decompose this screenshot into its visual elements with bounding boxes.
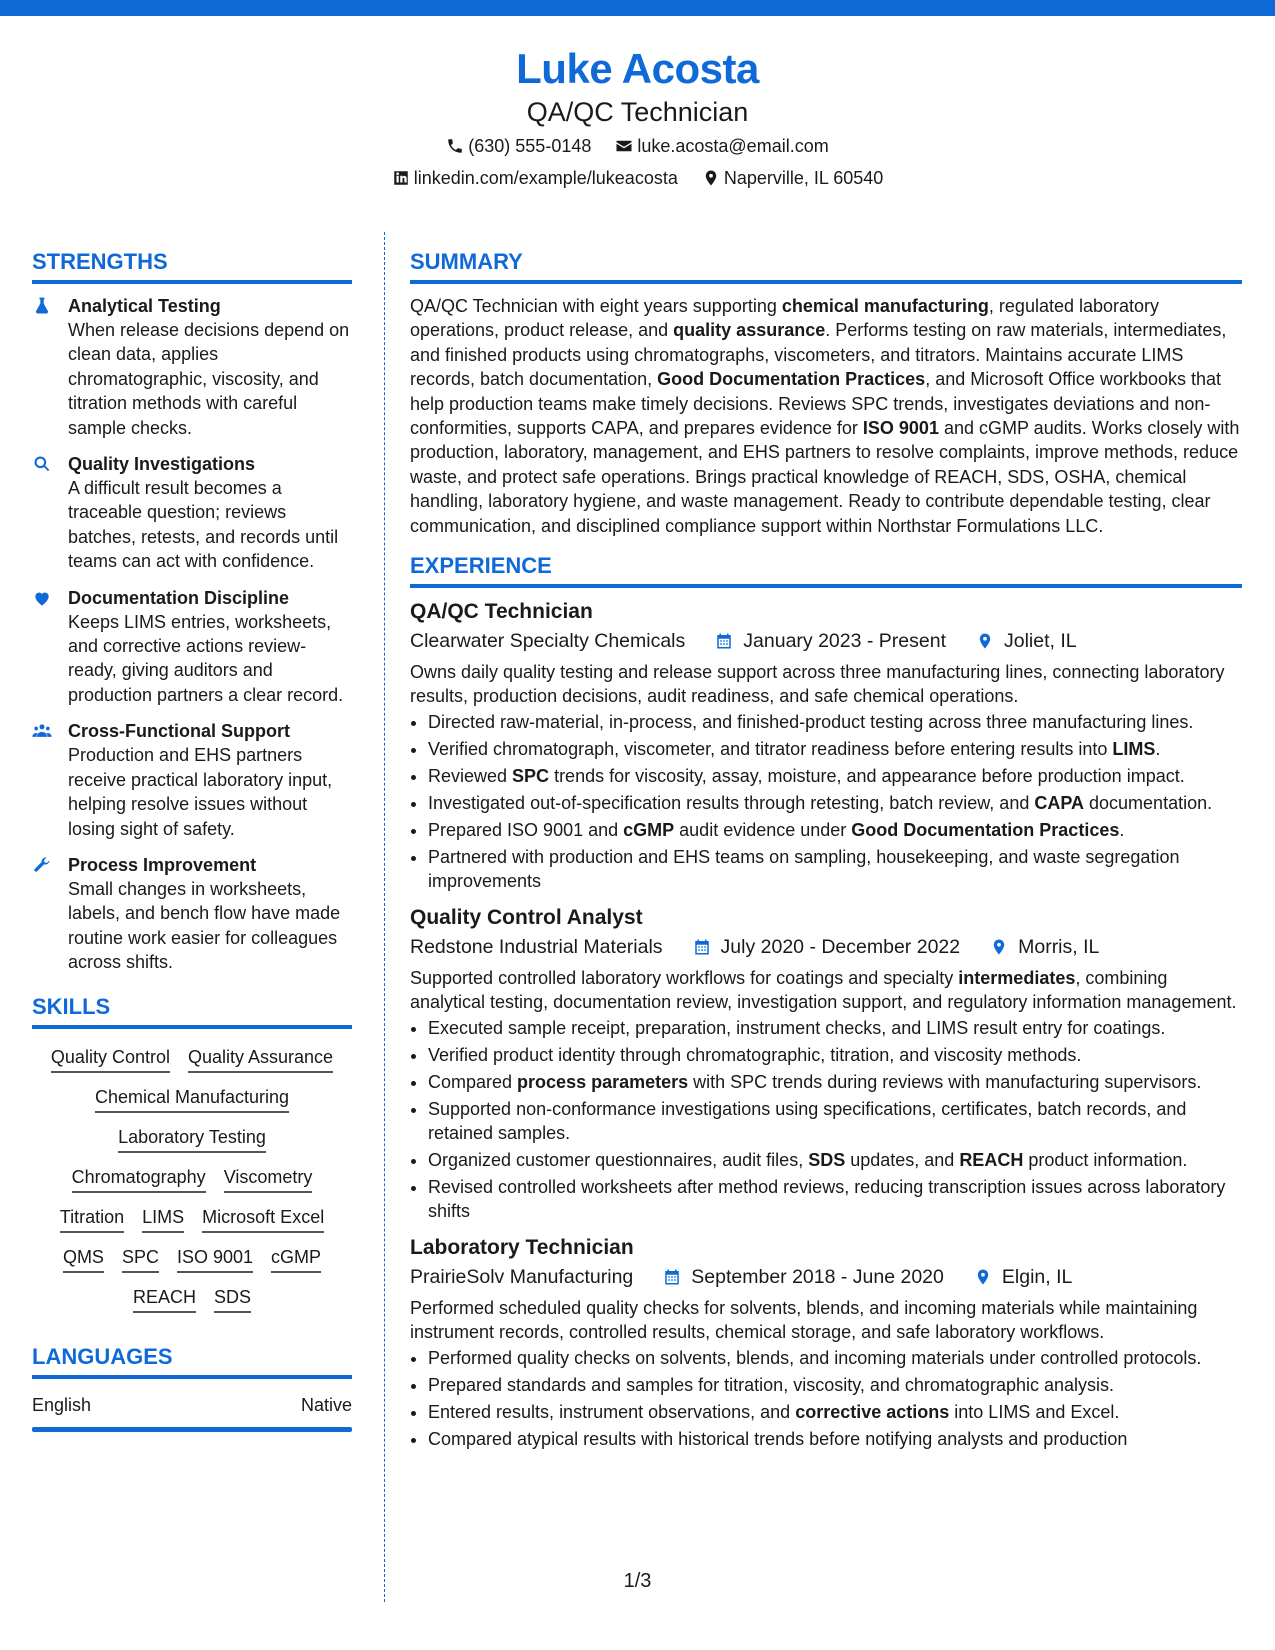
job-bullet: • Verified chromatograph, viscometer, and titrator readiness before entering results into LIMS.: [428, 737, 1242, 761]
job-company: Clearwater Specialty Chemicals: [410, 630, 686, 653]
strength-item: [32, 853, 352, 975]
location-text: Naperville, IL 60540: [723, 168, 884, 188]
strength-description: When release decisions depend on clean data, applies chromatographic, viscosity, and titration methods with careful sample checks.: [68, 320, 350, 438]
job-bullet: • Prepared standards and samples for titration, viscosity, and chromatographic analysis.: [428, 1373, 1242, 1397]
linkedin-text: linkedin.com/example/lukeacosta: [413, 168, 678, 188]
map-pin-icon: [702, 169, 720, 187]
summary-text: QA/QC Technician with eight years supporting chemical manufacturing, regulated laboratory operations, product release, and quality assurance. Performs testing on raw materials, intermediates, and finished products using chromatographs, viscometers, and titrators. Maintains accurate LIMS records, batch documentation, Good Documentation Practices, and Microsoft Office workbooks that help production teams make timely decisions. Reviews SPC trends, investigates deviations and non-conformities, supports CAPA, and prepares evidence for ISO 9001 and cGMP audits. Works closely with production, laboratory, management, and EHS partners to resolve complaints, improve methods, reduce waste, and protect safe operations. Brings practical knowledge of REACH, SDS, OSHA, chemical handling, laboratory hygiene, and waste management. Ready to contribute dependable testing, clear communication, and disciplined compliance support within Northstar Formulations LLC.: [410, 296, 1240, 536]
strength-description: Small changes in worksheets, labels, and bench flow have made routine work easier for colleagues across shifts.: [68, 878, 341, 973]
skills-heading: SKILLS: [32, 993, 352, 1029]
job-dates: January 2023 - Present: [743, 630, 946, 653]
job-title: Laboratory Technician: [410, 1235, 634, 1259]
skills-row: [36, 1283, 348, 1313]
summary-heading: SUMMARY: [410, 248, 1242, 284]
right-column: [410, 248, 1242, 1461]
location-contact: [702, 164, 883, 192]
job-location: Joliet, IL: [1003, 630, 1077, 653]
job-bullet: • Verified product identity through chromatographic, titration, and viscosity methods.: [428, 1043, 1242, 1067]
job-company: PrairieSolv Manufacturing: [410, 1265, 634, 1288]
skill-tag: LIMS: [142, 1203, 184, 1233]
job-bullet: • Organized customer questionnaires, audit files, SDS updates, and REACH product information.: [428, 1148, 1242, 1172]
job-description: Owns daily quality testing and release support across three manufacturing lines, connecting laboratory results, production decisions, audit readiness, and safe chemical operations.: [410, 662, 1225, 707]
skill-tag: Laboratory Testing: [118, 1123, 266, 1153]
skills-row: [36, 1163, 348, 1193]
envelope-icon: [615, 137, 633, 155]
job-bullet: • Directed raw-material, in-process, and finished-product testing across three manufacturing lines.: [428, 710, 1242, 734]
skill-tag: Chemical Manufacturing: [95, 1083, 289, 1113]
calendar-icon: [663, 1267, 681, 1287]
skill-tag: ISO 9001: [177, 1243, 253, 1273]
job-bullet: • Revised controlled worksheets after method reviews, reducing transcription issues across laboratory shifts: [428, 1175, 1242, 1224]
strength-item: [32, 294, 352, 440]
job-location: Elgin, IL: [1001, 1265, 1073, 1288]
job-bullet: • Reviewed SPC trends for viscosity, assay, moisture, and appearance before production impact.: [428, 764, 1242, 788]
skills-row: [36, 1243, 348, 1273]
experience-list: [410, 598, 1242, 1451]
left-column: [32, 248, 352, 1432]
skill-tag: Chromatography: [72, 1163, 206, 1193]
job-bullets: [410, 1016, 1242, 1224]
email-text: luke.acosta@email.com: [637, 136, 829, 156]
strength-title: Process Improvement: [68, 854, 257, 875]
wrench-icon: [32, 855, 52, 875]
skills-row: [36, 1083, 348, 1113]
page-number: 1/3: [623, 1570, 652, 1592]
contact-row-1: [0, 132, 1275, 160]
job-bullets: [410, 710, 1242, 894]
job-bullet: • Supported non-conformance investigations using specifications, certificates, batch records, and retained samples.: [428, 1097, 1242, 1146]
strengths-list: [32, 294, 352, 975]
phone-contact: [446, 132, 591, 160]
strength-description: Production and EHS partners receive practical laboratory input, helping resolve issues without losing sight of safety.: [68, 745, 333, 839]
skill-tag: Quality Assurance: [188, 1043, 333, 1073]
job-bullet: • Partnered with production and EHS teams on sampling, housekeeping, and waste segregation improvements: [428, 845, 1242, 894]
job-meta: [410, 1262, 1242, 1292]
strength-item: [32, 719, 352, 841]
job-meta: [410, 932, 1242, 962]
map-pin-icon: [974, 1267, 992, 1287]
resume-header: [0, 42, 1275, 192]
job-bullet: • Entered results, instrument observations, and corrective actions into LIMS and Excel.: [428, 1400, 1242, 1424]
strength-title: Cross-Functional Support: [68, 721, 290, 742]
candidate-title: QA/QC Technician: [526, 97, 749, 127]
job-bullet: • Executed sample receipt, preparation, instrument checks, and LIMS result entry for coatings.: [428, 1016, 1242, 1040]
language-proficiency-bar: [32, 1427, 352, 1432]
skill-tag: Viscometry: [224, 1163, 313, 1193]
skill-tag: Titration: [60, 1203, 124, 1233]
strength-title: Documentation Discipline: [68, 587, 290, 608]
top-accent-bar: [0, 0, 1275, 16]
language-row: [32, 1393, 352, 1417]
strengths-heading: STRENGTHS: [32, 248, 352, 284]
skill-tag: SPC: [122, 1243, 159, 1273]
job-bullet: • Compared process parameters with SPC trends during reviews with manufacturing supervisors.: [428, 1070, 1242, 1094]
strength-item: [32, 586, 352, 708]
column-divider: [384, 232, 385, 1602]
job-entry: [410, 598, 1242, 894]
job-title: QA/QC Technician: [410, 600, 593, 624]
language-level: Native: [300, 1394, 352, 1415]
strength-description: A difficult result becomes a traceable question; reviews batches, retests, and records until teams can act with confidence.: [68, 478, 339, 572]
job-dates: September 2018 - June 2020: [691, 1265, 944, 1288]
job-bullet: • Prepared ISO 9001 and cGMP audit evidence under Good Documentation Practices.: [428, 818, 1242, 842]
skill-tag: cGMP: [271, 1243, 321, 1273]
strength-title: Analytical Testing: [68, 296, 221, 316]
skill-tag: Quality Control: [51, 1043, 170, 1073]
languages-heading: LANGUAGES: [32, 1343, 352, 1379]
job-dates: July 2020 - December 2022: [720, 935, 961, 958]
job-bullets: [410, 1346, 1242, 1451]
skills-row: [36, 1043, 348, 1073]
email-contact[interactable]: [615, 132, 828, 160]
skills-row: [36, 1203, 348, 1233]
job-description: Supported controlled laboratory workflows for coatings and specialty intermediates, combining analytical testing, documentation review, investigation support, and regulatory information management.: [410, 967, 1237, 1013]
job-entry: [410, 1234, 1242, 1451]
strength-description: Keeps LIMS entries, worksheets, and corrective actions review-ready, giving auditors and production partners a clear record.: [68, 611, 344, 705]
skill-tag: SDS: [214, 1283, 251, 1313]
phone-icon: [446, 137, 464, 155]
job-location: Morris, IL: [1018, 935, 1100, 958]
calendar-icon: [693, 937, 711, 957]
job-description: Performed scheduled quality checks for solvents, blends, and incoming materials while maintaining instrument records, controlled results, chemical storage, and safe laboratory workflows.: [410, 1297, 1198, 1343]
heart-icon: [32, 588, 52, 608]
strength-title: Quality Investigations: [68, 454, 256, 475]
job-meta: [410, 626, 1242, 656]
languages-list: [32, 1393, 352, 1432]
linkedin-icon: [392, 169, 410, 187]
job-bullet: • Investigated out-of-specification results through retesting, batch review, and CAPA documentation.: [428, 791, 1242, 815]
job-company: Redstone Industrial Materials: [410, 935, 663, 958]
calendar-icon: [715, 631, 733, 651]
skill-tag: REACH: [133, 1283, 196, 1313]
flask-icon: [32, 296, 52, 316]
candidate-name: Luke Acosta: [516, 45, 759, 92]
experience-heading: EXPERIENCE: [410, 552, 1242, 588]
linkedin-contact[interactable]: [392, 164, 678, 192]
map-pin-icon: [990, 937, 1008, 957]
contact-row-2: [0, 164, 1275, 192]
skills-row: [36, 1123, 348, 1153]
map-pin-icon: [976, 631, 994, 651]
job-entry: [410, 904, 1242, 1224]
skills-list: [32, 1039, 352, 1313]
skill-tag: Microsoft Excel: [202, 1203, 324, 1233]
job-bullet: • Compared atypical results with historical trends before notifying analysts and production: [428, 1427, 1242, 1451]
skill-tag: QMS: [63, 1243, 104, 1273]
job-title: Quality Control Analyst: [410, 905, 643, 929]
users-icon: [32, 721, 52, 741]
phone-text: (630) 555-0148: [468, 136, 592, 156]
job-bullet: • Performed quality checks on solvents, blends, and incoming materials under controlled protocols.: [428, 1346, 1242, 1370]
search-icon: [32, 454, 52, 474]
language-name: English: [32, 1394, 92, 1415]
strength-item: [32, 452, 352, 574]
